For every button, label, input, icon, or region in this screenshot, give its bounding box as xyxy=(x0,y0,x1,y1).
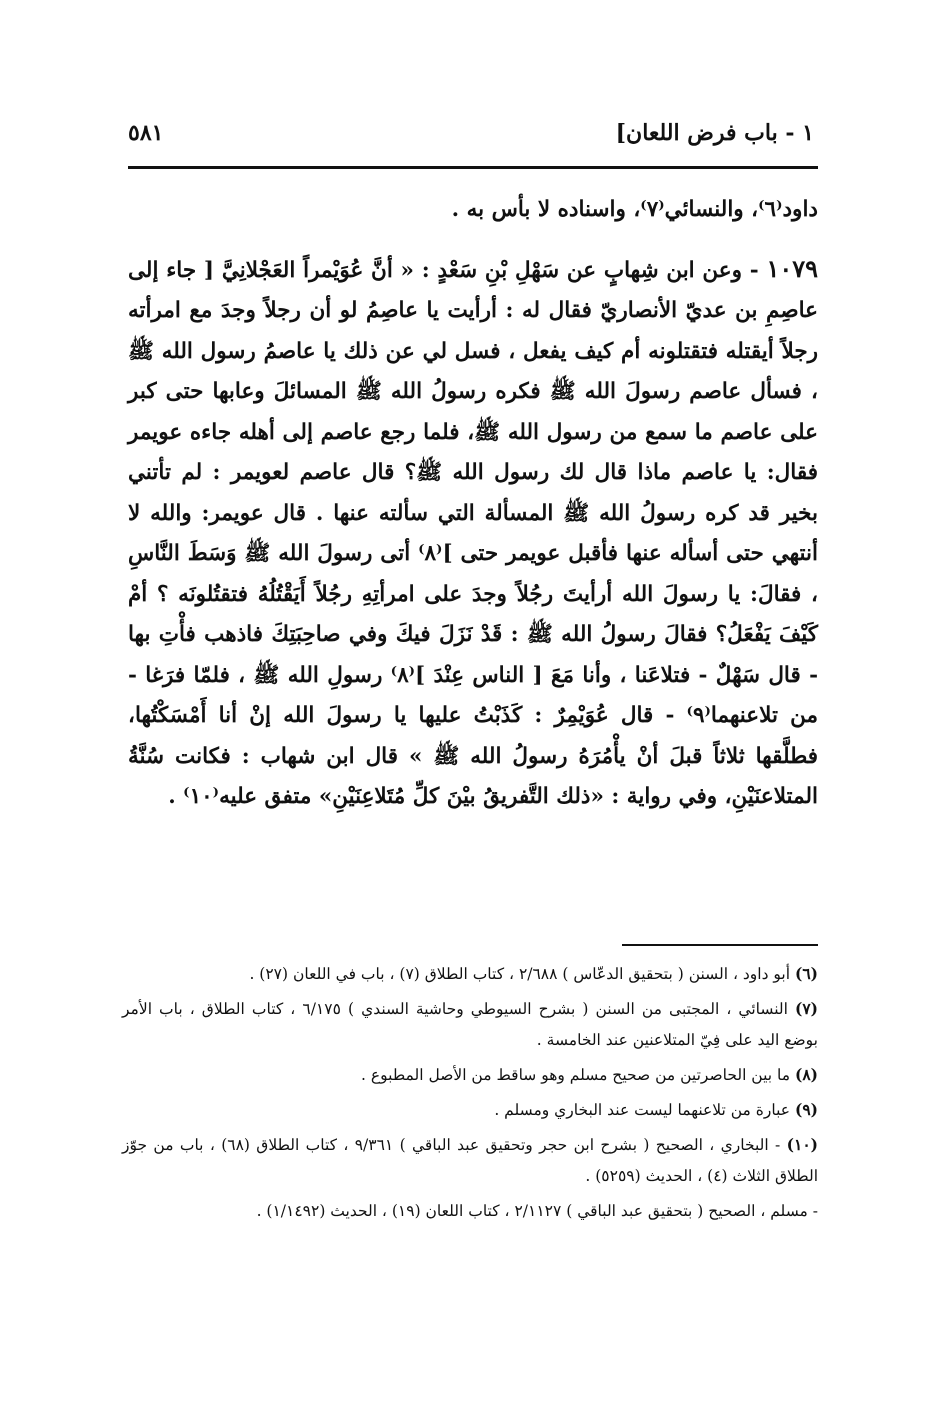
footnote-text: - مسلم ، الصحيح ( بتحقيق عبد الباقي ) ٢/١١٢٧ ، كتاب اللعان (١٩) ، الحديث (١/١٤٩٢) . xyxy=(256,1202,818,1220)
footnote-number: (٩) xyxy=(794,1100,818,1119)
footnote-text: - البخاري ، الصحيح ( بشرح ابن حجر وتحقيق عبد الباقي ) ٩/٣٦١ ، كتاب الطلاق (٦٨) ، باب من جوّز الطلاق الثلاث (٤) ، الحديث (٥٢٥٩) . xyxy=(122,1136,818,1185)
running-header xyxy=(128,116,814,160)
hadith-paragraph xyxy=(128,249,818,818)
footnote xyxy=(122,1059,818,1091)
footnotes xyxy=(122,958,818,1230)
footnote-text: أبو داود ، السنن ( بتحقيق الدعّاس ) ٢/٦٨٨ ، كتاب الطلاق (٧) ، باب في اللعان (٢٧) . xyxy=(249,965,791,983)
footnote-text: عبارة من تلاعنهما ليست عند البخاري ومسلم . xyxy=(494,1101,791,1119)
footnote-number: (١٠) xyxy=(786,1135,818,1154)
footnote xyxy=(122,958,818,990)
hadith-number: ١٠٧٩ xyxy=(766,253,818,283)
hadith-text: - وعن ابن شِهابٍ عن سَهْلِ بْنِ سَعْدٍ : « أنَّ عُوَيْمراً العَجْلانِيَّ [ جاء إلى عاصِمِ بن عديّ الأنصاريّ فقال له : أرأيت يا عاصِمُ لو أن رجلاً وجدَ مع امرأته رجلاً أيقتله فتقتلونه أم كيف يفعل ، فسل لي عن ذلك يا عاصمُ رسول الله ﷺ ، فسأل عاصم رسولَ الله ﷺ فكره رسولُ الله ﷺ المسائلَ وعابها حتى كبر على عاصم ما سمع من رسول الله ﷺ، فلما رجع عاصم إلى أهله جاءه عويمر فقال: يا عاصم ماذا قال لك رسول الله ﷺ؟ قال عاصم لعويمر : لم تأتني بخير قد كره رسولُ الله ﷺ المسألة التي سألته عنها . قال عويمر: والله لا أنتهي حتى أسأله عنها فأقبل عويمر حتى ]⁽٨⁾ أتى رسولَ الله ﷺ وَسَطَ النَّاسِ ، فقالَ: يا رسولَ الله أرأيتَ رجُلاً وجدَ على امرأتِهِ رجُلاً أَيَقْتُلُهُ فتقتُلونَه ؟ أمْ كَيْفَ يَفْعَلُ؟ فقالَ رسولُ الله ﷺ : قَدْ نَزَلَ فيكَ وفي صاحِبَتِكَ فاذهب فأْتِ بها - قال سَهْلٌ - فتلاعَنا ، وأنا مَعَ [ الناس عِنْدَ ]⁽٨⁾ رسولِ الله ﷺ ، فلمّا فرَغا - من تلاعنهما⁽٩⁾ - قال عُوَيْمِرٌ : كَذَبْتُ عليها يا رسولَ الله إنْ أنا أَمْسَكْتُها، فطلَّقها ثلاثاً قبلَ أنْ يأْمُرَهُ رسولُ الله ﷺ » قال ابن شهاب : فكانت سُنَّةُ المتلاعنَيْنِ، وفي رواية : «ذلك التَّفريقُ بيْنَ كلِّ مُتَلاعِنَيْنِ» متفق عليه⁽١٠⁾ . xyxy=(128,257,819,809)
footnote xyxy=(122,993,818,1056)
footnote-number: (٨) xyxy=(794,1065,818,1084)
footnote-number: (٦) xyxy=(794,964,818,983)
footnote-rule xyxy=(622,944,818,946)
intro-line: داود⁽٦⁾، والنسائي⁽٧⁾، واسناده لا بأس به . xyxy=(451,197,818,222)
footnote-continuation xyxy=(122,1195,818,1227)
header-rule xyxy=(128,166,818,169)
main-text xyxy=(128,190,818,818)
footnote xyxy=(122,1094,818,1126)
footnote-text: النسائي ، المجتبى من السنن ( بشرح السيوطي وحاشية السندي ) ٦/١٧٥ ، كتاب الطلاق ، باب الأمر بوضع اليد على فِيّ المتلاعنين عند الخامسة . xyxy=(122,1000,818,1049)
footnote xyxy=(122,1129,818,1192)
chapter-title: ١ - باب فرض اللعان] xyxy=(615,120,814,146)
footnote-text: ما بين الحاصرتين من صحيح مسلم وهو ساقط من الأصل المطبوع . xyxy=(361,1066,791,1084)
footnote-number: (٧) xyxy=(794,999,818,1018)
page-number: ٥٨١ xyxy=(128,120,164,146)
